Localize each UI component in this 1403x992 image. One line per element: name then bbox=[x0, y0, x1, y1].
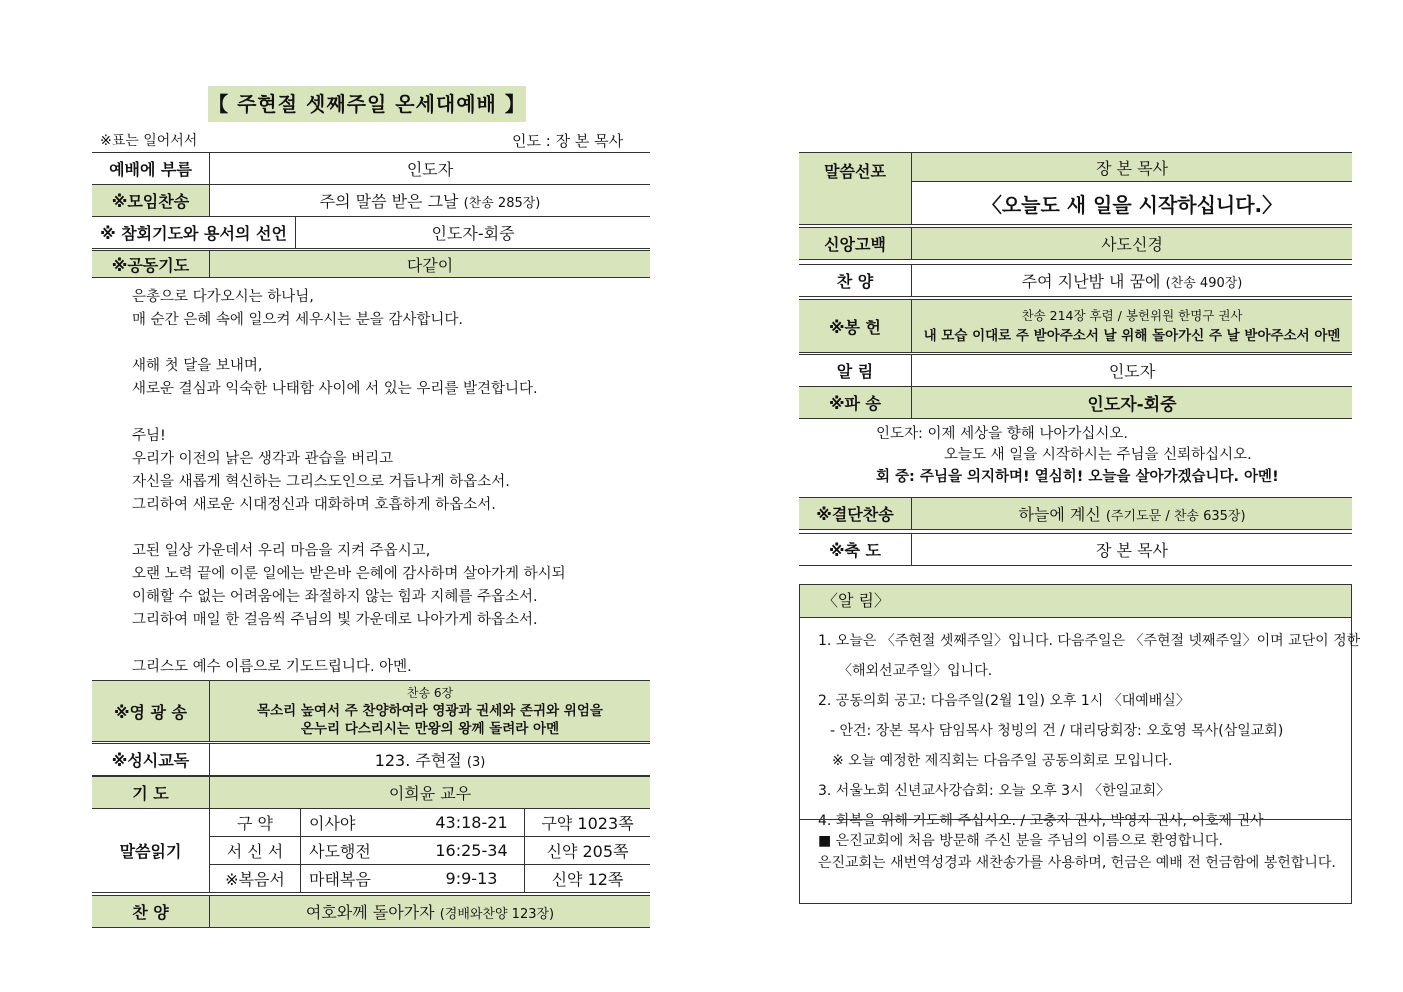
reading-page: 신약 205쪽 bbox=[525, 837, 651, 865]
notice-item: ※ 오늘 예정한 제직회는 다음주일 공동의회로 모입니다. bbox=[832, 753, 1173, 769]
row-value: 장 본 목사 bbox=[912, 153, 1353, 182]
reading-type: ※복음서 bbox=[210, 865, 301, 893]
order-commit bbox=[799, 497, 1352, 530]
praise-ref: (찬송 490장) bbox=[1165, 276, 1243, 291]
dismissal-line-1: 인도자: 이제 세상을 향해 나아가십시오. bbox=[876, 426, 1129, 442]
notice-item: 1. 오늘은 〈주현절 셋째주일〉입니다. 다음주일은 〈주현절 넷째주일〉이며 교단이 정한 bbox=[818, 633, 1361, 649]
row-label: 말씀선포 bbox=[799, 153, 912, 225]
reading-page: 신약 12쪽 bbox=[525, 865, 651, 893]
notice-item: 〈해외선교주일〉입니다. bbox=[838, 663, 993, 679]
row-value bbox=[210, 681, 651, 742]
prayer-line: 그리스도 예수 이름으로 기도드립니다. 아멘. bbox=[132, 658, 412, 675]
notice-item: - 안건: 장본 목사 담임목사 청빙의 건 / 대리당회장: 오호영 목사(삼일교회) bbox=[830, 723, 1284, 739]
row-label: 찬 양 bbox=[92, 896, 210, 928]
row-label: ※성시교독 bbox=[92, 744, 210, 776]
praise-title: 주여 지난밤 내 꿈에 bbox=[1021, 272, 1161, 291]
row-value bbox=[912, 265, 1353, 297]
offering-ref: 찬송 214장 후렴 / 봉헌위원 한명구 권사 bbox=[1021, 308, 1243, 323]
prayer-line: 새해 첫 달을 보내며, bbox=[132, 358, 263, 375]
order-pray bbox=[92, 776, 650, 809]
prayer-line bbox=[132, 632, 632, 655]
praise-title: 여호와께 돌아가자 bbox=[305, 903, 435, 922]
responsive-ref: (3) bbox=[466, 755, 486, 770]
row-value bbox=[210, 896, 651, 928]
row-value bbox=[912, 300, 1353, 353]
order-confession bbox=[92, 216, 650, 249]
glory-ref: 찬송 6장 bbox=[406, 686, 454, 700]
reading-verse: 9:9-13 bbox=[419, 865, 525, 893]
row-label: 신앙고백 bbox=[799, 228, 912, 260]
row-label: ※영 광 송 bbox=[92, 681, 210, 742]
notices-box bbox=[799, 584, 1361, 904]
row-value: 인도자 bbox=[210, 153, 651, 185]
order-praise-right bbox=[799, 264, 1352, 297]
prayer-line: 오랜 노력 끝에 이룬 일에는 받은바 은혜에 감사하며 살아가게 하시되 bbox=[132, 566, 566, 583]
prayer-line: 그리하여 새로운 시대정신과 대화하며 호흡하게 하옵소서. bbox=[132, 496, 496, 513]
row-value bbox=[210, 744, 651, 776]
responsive-title: 123. 주현절 bbox=[374, 751, 462, 770]
reading-verse: 16:25-34 bbox=[419, 837, 525, 865]
standing-note: ※표는 일어서서 bbox=[100, 133, 198, 149]
order-prayer bbox=[92, 250, 650, 278]
row-label: ※모임찬송 bbox=[92, 185, 210, 217]
row-value bbox=[210, 185, 651, 217]
row-label: 기 도 bbox=[92, 777, 210, 809]
commit-title: 하늘에 계신 bbox=[1018, 505, 1101, 524]
order-responsive bbox=[92, 743, 650, 776]
hymn-title: 주의 말씀 받은 그날 bbox=[319, 192, 459, 211]
prayer-line: 고된 일상 가운데서 우리 마음을 지켜 주옵시고, bbox=[132, 543, 431, 560]
notices-footer bbox=[800, 819, 1351, 874]
reading-book: 마태복음 bbox=[301, 865, 420, 893]
prayer-line: 새로운 결심과 익숙한 나태함 사이에 서 있는 우리를 발견합니다. bbox=[132, 381, 538, 398]
hymn-ref: (찬송 285장) bbox=[463, 196, 541, 211]
notice-item: 4. 회복을 위해 기도해 주십시오. / 고충자 권사, 박영자 권사, 이호제 권사 bbox=[818, 813, 1264, 829]
glory-line: 온누리 다스리시는 만왕의 왕께 돌려라 아멘 bbox=[300, 721, 560, 737]
prayer-text bbox=[132, 286, 632, 679]
row-label: 말씀읽기 bbox=[92, 809, 210, 893]
notices-list bbox=[800, 618, 1361, 836]
order-praise bbox=[92, 895, 650, 928]
order-creed bbox=[799, 227, 1352, 260]
dismissal-line-2: 오늘도 새 일을 시작하시는 주님을 신뢰하십시오. bbox=[944, 447, 1252, 463]
row-label: ※ 참회기도와 용서의 선언 bbox=[92, 217, 296, 249]
offering-line: 내 모습 이대로 주 받아주소서 날 위해 돌아가신 주 날 받아주소서 아멘 bbox=[923, 328, 1341, 344]
glory-line: 목소리 높여서 주 찬양하여라 영광과 권세와 존귀와 위엄을 bbox=[257, 703, 603, 719]
order-readings bbox=[92, 808, 650, 893]
welcome-text: ■ 은진교회에 처음 방문해 주신 분을 주님의 이름으로 환영합니다. bbox=[818, 833, 1223, 849]
row-label: ※결단찬송 bbox=[799, 498, 912, 530]
order-notice bbox=[799, 354, 1352, 387]
prayer-line: 은총으로 다가오시는 하나님, bbox=[132, 289, 314, 305]
row-value: 인도자-회중 bbox=[912, 387, 1353, 419]
reading-book: 이사야 bbox=[301, 809, 420, 837]
order-offering bbox=[799, 299, 1352, 353]
reading-page: 구약 1023쪽 bbox=[525, 809, 651, 837]
order-call bbox=[92, 152, 650, 185]
dismissal-congregation-label: 회 중: bbox=[876, 469, 915, 485]
prayer-line: 우리가 이전의 낡은 생각과 관습을 버리고 bbox=[132, 450, 394, 467]
row-value: 인도자-회중 bbox=[296, 217, 651, 249]
prayer-line: 자신을 새롭게 혁신하는 그리스도인으로 거듭나게 하옵소서. bbox=[132, 473, 510, 490]
leader-info: 인도 : 장 본 목사 bbox=[512, 132, 624, 150]
reading-type: 구 약 bbox=[210, 809, 301, 837]
row-value bbox=[912, 498, 1353, 530]
prayer-line bbox=[132, 332, 632, 355]
prayer-line bbox=[132, 517, 632, 540]
row-label: 예배에 부름 bbox=[92, 153, 210, 185]
order-bless bbox=[799, 533, 1352, 566]
order-hymn bbox=[92, 184, 650, 217]
prayer-line bbox=[132, 401, 632, 424]
row-value: 장 본 목사 bbox=[912, 534, 1353, 566]
reading-verse: 43:18-21 bbox=[419, 809, 525, 837]
row-value: 이희윤 교우 bbox=[210, 777, 651, 809]
notice-item: 2. 공동의회 공고: 다음주일(2월 1일) 오후 1시 〈대예배실〉 bbox=[818, 693, 1190, 709]
reading-book: 사도행전 bbox=[301, 837, 420, 865]
order-sending bbox=[799, 386, 1352, 419]
notices-heading: 〈알 림〉 bbox=[800, 585, 1351, 618]
prayer-line: 그리하여 매일 한 걸음씩 주님의 빛 가운데로 나아가게 하옵소서. bbox=[132, 612, 538, 629]
row-label: 알 림 bbox=[799, 355, 912, 387]
dismissal-congregation-text: 주님을 의지하며! 열심히! 오늘을 살아가겠습니다. 아멘! bbox=[919, 469, 1279, 485]
row-label: ※축 도 bbox=[799, 534, 912, 566]
row-label: 찬 양 bbox=[799, 265, 912, 297]
row-value: 사도신경 bbox=[912, 228, 1353, 260]
sermon-title: 〈오늘도 새 일을 시작하십니다.〉 bbox=[912, 182, 1353, 225]
row-value: 인도자 bbox=[912, 355, 1353, 387]
row-label: ※공동기도 bbox=[92, 251, 210, 278]
row-label: ※파 송 bbox=[799, 387, 912, 419]
reading-type: 서 신 서 bbox=[210, 837, 301, 865]
prayer-line: 매 순간 은혜 속에 일으켜 세우시는 분을 감사합니다. bbox=[132, 312, 464, 329]
church-info-text: 은진교회는 새번역성경과 새찬송가를 사용하며, 헌금은 예배 전 헌금함에 봉헌합니다. bbox=[818, 855, 1336, 871]
notice-item: 3. 서울노회 신년교사강습회: 오늘 오후 3시 〈한일교회〉 bbox=[818, 783, 1171, 799]
praise-ref: (경배와찬양 123장) bbox=[439, 907, 555, 922]
dismissal-line-3 bbox=[876, 467, 1279, 488]
row-value: 다같이 bbox=[210, 251, 651, 278]
service-title: 【 주현절 셋째주일 온세대예배 】 bbox=[208, 86, 526, 122]
row-label: ※봉 헌 bbox=[799, 300, 912, 353]
prayer-line: 이해할 수 없는 어려움에는 좌절하지 않는 힘과 지혜를 주옵소서. bbox=[132, 589, 538, 606]
prayer-line: 주님! bbox=[132, 427, 166, 444]
order-sermon bbox=[799, 152, 1352, 225]
order-glory bbox=[92, 680, 650, 742]
commit-ref: (주기도문 / 찬송 635장) bbox=[1105, 509, 1246, 524]
